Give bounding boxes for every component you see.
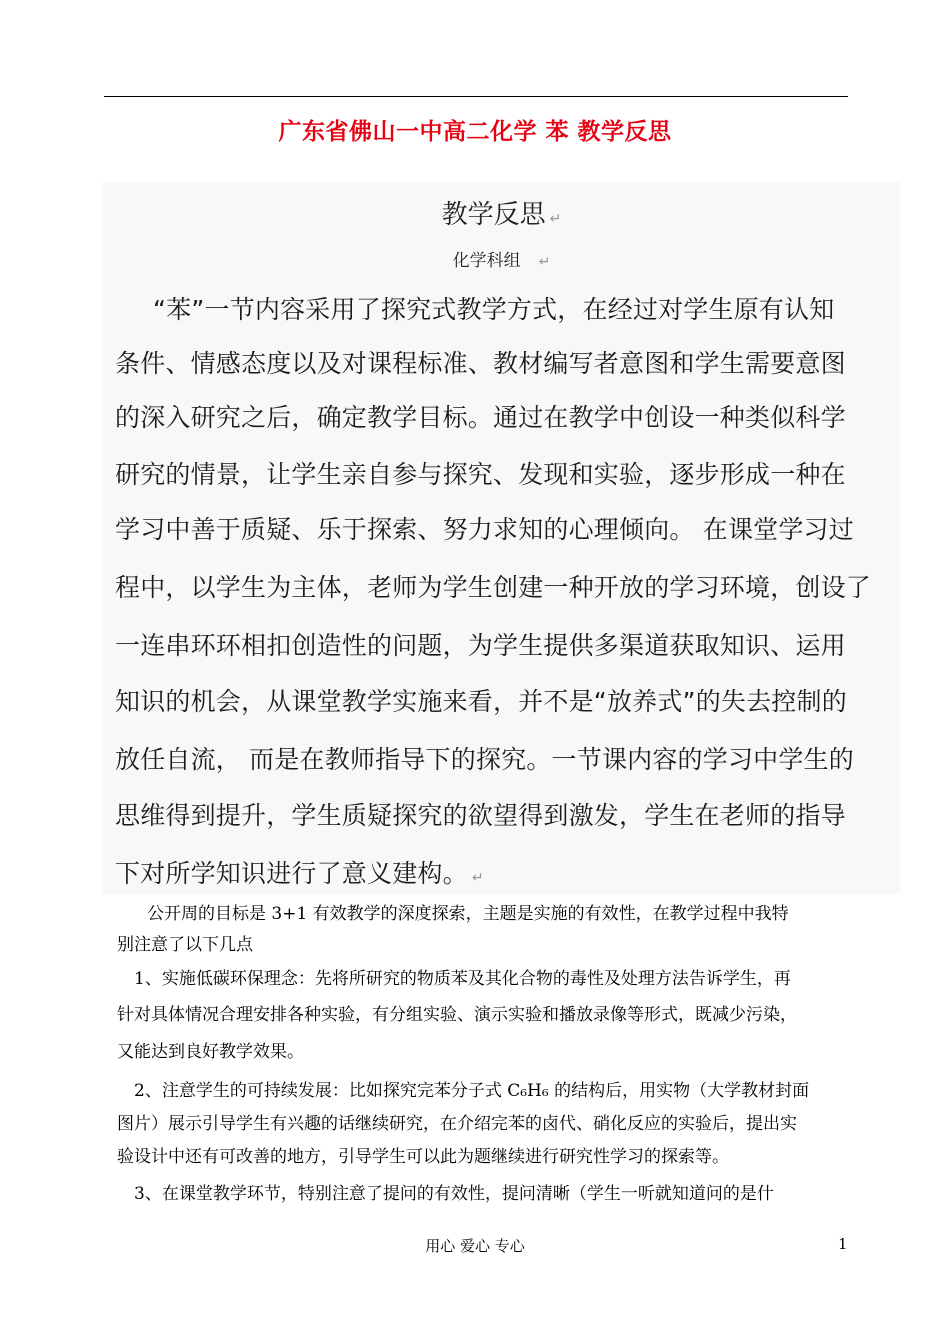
footer-text: 用心 爱心 专心 [425,1237,525,1255]
paragraph-line: 针对具体情况合理安排各种实验，有分组实验、演示实验和播放录像等形式，既减少污染， [117,1005,797,1025]
document-title: 广东省佛山一中高二化学 苯 教学反思 [278,119,672,145]
scan-line: 的深入研究之后，确定教学目标。通过在教学中创设一种类似科学 [115,403,846,432]
paragraph-line: 验设计中还有可改善的地方，引导学生可以此为题继续进行研究性学习的探索等。 [117,1147,729,1167]
paragraph-line: 图片）展示引导学生有兴趣的话继续研究，在介绍完苯的卤代、硝化反应的实验后，提出实 [117,1114,797,1134]
scan-line: 学习中善于质疑、乐于探索、努力求知的心理倾向。 在课堂学习过 [115,515,854,544]
scan-line: 思维得到提升，学生质疑探究的欲望得到激发，学生在老师的指导 [115,801,846,830]
paragraph-line: 公开周的目标是 3+1 有效教学的深度探索，主题是实施的有效性，在教学过程中我特 [147,904,789,924]
scan-line: 条件、情感态度以及对课程标准、教材编写者意图和学生需要意图 [115,349,846,378]
scan-line: 下对所学知识进行了意义建构。 ↵ [115,859,484,888]
paragraph-mark-icon: ↵ [538,254,551,270]
paragraph-line: 3、在课堂教学环节，特别注意了提问的有效性，提问清晰（学生一听就知道问的是什 [134,1184,774,1204]
paragraph-line: 又能达到良好教学效果。 [117,1042,304,1062]
scan-line: 一连串环环相扣创造性的问题，为学生提供多渠道获取知识、运用 [115,631,846,660]
paragraph-mark-icon: ↵ [549,211,562,227]
paragraph-line: 别注意了以下几点 [117,935,253,955]
paragraph-line: 2、注意学生的可持续发展：比如探究完苯分子式 C₆H₆ 的结构后，用实物（大学教材封面 [134,1081,810,1101]
scan-heading: 教学反思 ↵ [441,200,562,230]
scan-line: 知识的机会，从课堂教学实施来看，并不是“放养式”的失去控制的 [115,687,847,716]
paragraph-line: 1、实施低碳环保理念：先将所研究的物质苯及其化合物的毒性及处理方法告诉学生，再 [134,969,791,989]
scan-line: 放任自流， 而是在教师指导下的探究。一节课内容的学习中学生的 [115,745,854,774]
paragraph-mark-icon: ↵ [471,870,484,886]
page-number: 1 [838,1235,848,1253]
scan-line: “苯”一节内容采用了探究式教学方式，在经过对学生原有认知 [153,295,835,324]
scanned-image [103,182,900,894]
scan-line: 研究的情景，让学生亲自参与探究、发现和实验，逐步形成一种在 [115,460,846,489]
scan-line: 程中，以学生为主体，老师为学生创建一种开放的学习环境，创设了 [115,573,872,602]
scan-subheading: 化学科组 ↵ [452,251,551,271]
header-rule [104,96,848,97]
